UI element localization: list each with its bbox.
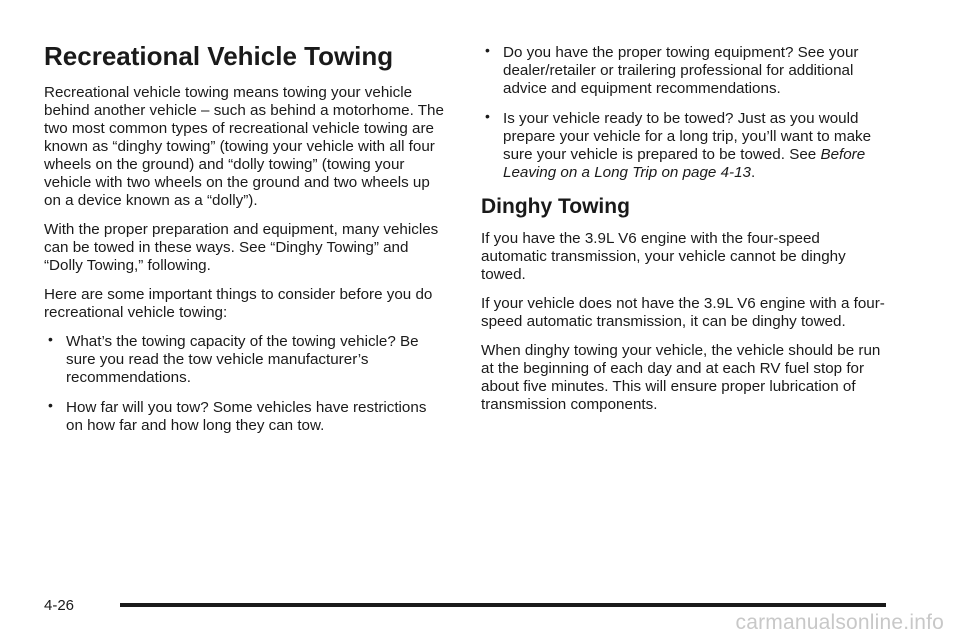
list-item-text: Do you have the proper towing equipment? See your dealer/retailer or trailering professional for additional advice and equipment recommendations. [503, 44, 859, 97]
list-item-text: Is your vehicle ready to be towed? Just as you would prepare your vehicle for a long trip, you’ll want to make sure your vehicle is prepared to be towed. See [503, 110, 872, 163]
consideration-list [44, 333, 444, 435]
page-number: 4-26 [44, 597, 75, 614]
paragraph: If your vehicle does not have the 3.9L V6 engine with a four-speed automatic transmission, it can be dinghy towed. [481, 295, 885, 330]
bullet-icon: • [48, 331, 53, 347]
list-item-text: What’s the towing capacity of the towing vehicle? Be sure you read the tow vehicle manufacturer’s recommendations. [66, 333, 419, 386]
list-item [44, 333, 444, 387]
paragraph: When dinghy towing your vehicle, the vehicle should be run at the beginning of each day and at each RV fuel stop for about five minutes. This will ensure proper lubrication of transmission components. [481, 342, 881, 413]
section-heading-rv-towing: Recreational Vehicle Towing [44, 41, 394, 71]
bullet-icon: • [48, 397, 53, 413]
bullet-icon: • [485, 42, 490, 58]
paragraph: If you have the 3.9L V6 engine with the four-speed automatic transmission, your vehicle cannot be dinghy towed. [481, 230, 846, 283]
list-item [481, 44, 886, 98]
watermark-text: carmanualsonline.info [735, 611, 944, 634]
left-column [44, 40, 444, 447]
list-item [481, 110, 886, 182]
bullet-icon: • [485, 108, 490, 124]
right-column [481, 44, 886, 425]
consideration-list-continued [481, 44, 886, 182]
list-item-text: How far will you tow? Some vehicles have restrictions on how far and how long they can tow. [66, 399, 427, 434]
footer-rule [120, 603, 886, 607]
cross-reference-link[interactable]: Before Leaving on a Long Trip on page 4-13 [503, 146, 866, 181]
list-item-end: . [750, 164, 756, 181]
paragraph: Recreational vehicle towing means towing your vehicle behind another vehicle – such as behind a motorhome. The two most common types of recreational vehicle towing are known as “dinghy towing” (towing your vehicle with all four wheels on the ground) and “dolly towing” (towing your vehicle with two wheels on the ground and two wheels up on a device known as a “dolly”). [44, 84, 444, 209]
paragraph: With the proper preparation and equipment, many vehicles can be towed in these ways. See “Dinghy Towing” and “Dolly Towing,” following. [44, 221, 439, 274]
list-item [44, 399, 444, 435]
section-heading-dinghy-towing: Dinghy Towing [481, 195, 630, 218]
paragraph: Here are some important things to consider before you do recreational vehicle towing: [44, 286, 433, 321]
